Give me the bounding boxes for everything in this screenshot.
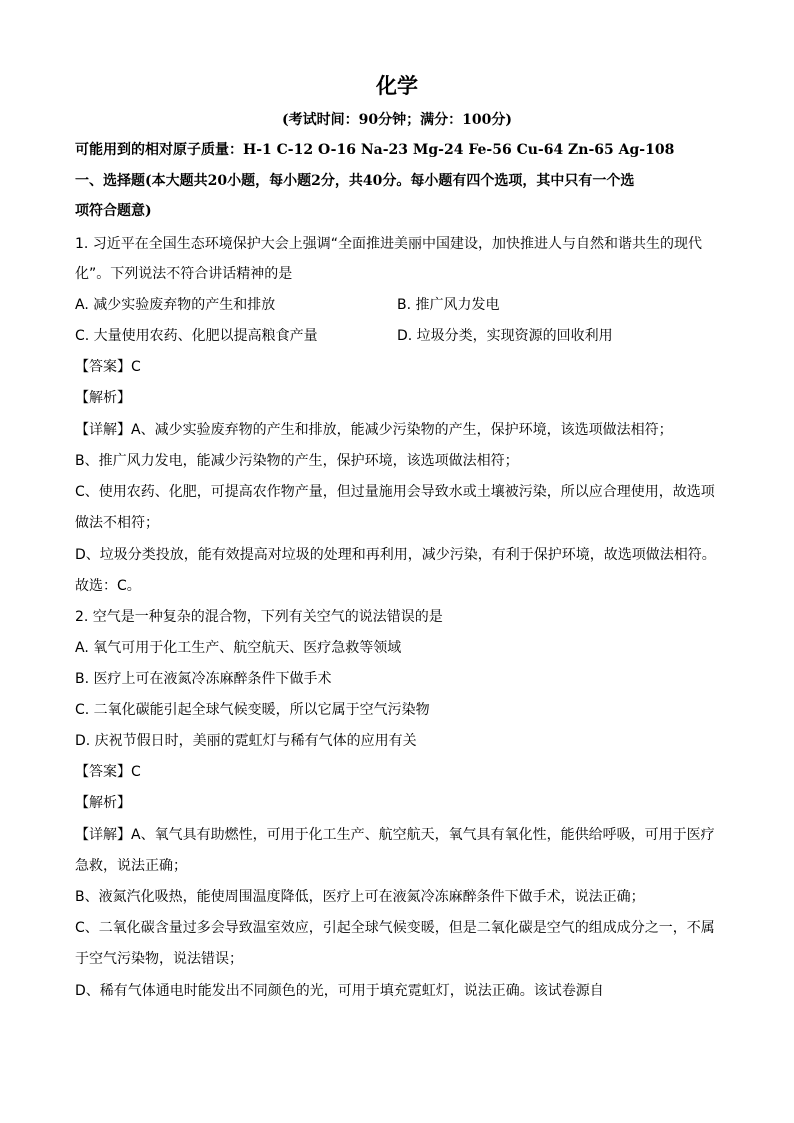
atomic-masses: 可能用到的相对原子质量：H-1 C-12 O-16 Na-23 Mg-24 Fe-56 Cu-64 Zn-65 Ag-108	[75, 142, 675, 158]
q2-option-b: B. 医疗上可在液氮冷冻麻醉条件下做手术	[75, 671, 332, 687]
q2-detail-6: D、稀有气体通电时能发出不同颜色的光，可用于填充霓虹灯，说法正确。该试卷源自	[75, 983, 604, 999]
q1-answer: 【答案】C	[75, 359, 141, 375]
q1-option-c: C. 大量使用农药、化肥以提高粮食产量	[75, 328, 318, 344]
section-heading-line1: 一、选择题(本大题共20小题，每小题2分，共40分。每小题有四个选项，其中只有一个选	[75, 173, 635, 189]
q2-option-a: A. 氧气可用于化工生产、航空航天、医疗急救等领域	[75, 640, 402, 656]
q2-option-d: D. 庆祝节假日时，美丽的霓虹灯与稀有气体的应用有关	[75, 733, 417, 749]
q1-detail-3: C、使用农药、化肥，可提高农作物产量，但过量施用会导致水或土壤被污染，所以应合理使用，故选项	[75, 484, 715, 500]
q1-analysis-label: 【解析】	[75, 390, 131, 406]
q2-detail-4: C、二氧化碳含量过多会导致温室效应，引起全球气候变暖，但是二氧化碳是空气的组成成分之一，不属	[75, 920, 715, 936]
q1-option-a: A. 减少实验废弃物的产生和排放	[75, 297, 276, 313]
q1-stem-line1: 1. 习近平在全国生态环境保护大会上强调“全面推进美丽中国建设，加快推进人与自然和谐共生的现代	[75, 236, 703, 252]
page-title: 化学	[376, 73, 418, 98]
q1-detail-2: B、推广风力发电，能减少污染物的产生，保护环境，该选项做法相符；	[75, 453, 519, 469]
q1-detail-1: 【详解】A、减少实验废弃物的产生和排放，能减少污染物的产生，保护环境，该选项做法相符；	[75, 422, 673, 438]
q1-option-d: D. 垃圾分类，实现资源的回收利用	[397, 328, 613, 344]
q2-detail-3: B、液氮汽化吸热，能使周围温度降低，医疗上可在液氮冷冻麻醉条件下做手术，说法正确；	[75, 889, 645, 905]
exam-info: (考试时间：90分钟；满分：100分)	[282, 112, 512, 128]
q2-detail-1: 【详解】A、氧气具有助燃性，可用于化工生产、航空航天，氧气具有氧化性，能供给呼吸，可用于医疗	[75, 827, 715, 843]
q1-detail-6: 故选：C。	[75, 578, 141, 594]
section-heading-line2: 项符合题意)	[75, 203, 152, 219]
q2-detail-2: 急救，说法正确；	[75, 858, 187, 874]
q2-analysis-label: 【解析】	[75, 795, 131, 811]
q1-stem-line2: 化”。下列说法不符合讲话精神的是	[75, 266, 293, 282]
q1-detail-4: 做法不相符；	[75, 515, 159, 531]
q1-option-b: B. 推广风力发电	[397, 297, 500, 313]
q2-detail-5: 于空气污染物，说法错误；	[75, 951, 243, 967]
q2-option-c: C. 二氧化碳能引起全球气候变暖，所以它属于空气污染物	[75, 702, 430, 718]
q2-answer: 【答案】C	[75, 764, 141, 780]
q1-detail-5: D、垃圾分类投放，能有效提高对垃圾的处理和再利用，减少污染，有利于保护环境，故选项做法相符。	[75, 547, 716, 563]
q2-stem: 2. 空气是一种复杂的混合物，下列有关空气的说法错误的是	[75, 609, 443, 625]
